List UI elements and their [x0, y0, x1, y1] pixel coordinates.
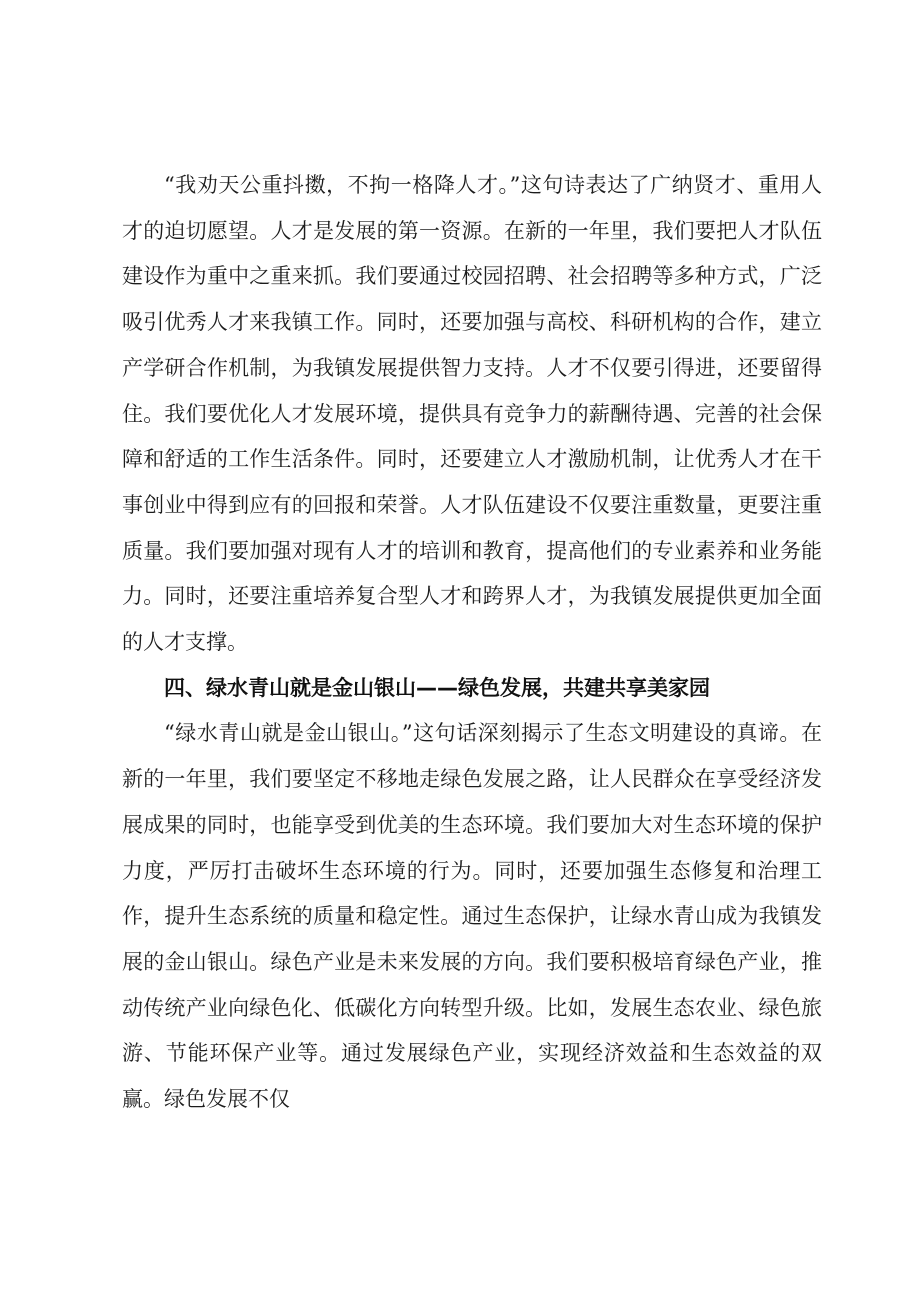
- paragraph-talent: “我劝天公重抖擞，不拘一格降人才。”这句诗表达了广纳贤才、重用人才的迫切愿望。人才是发展的第一资源。在新的一年里，我们要把人才队伍建设作为重中之重来抓。我们要通过校园招聘、社会招聘等多种方式，广泛吸引优秀人才来我镇工作。同时，还要加强与高校、科研机构的合作，建立产学研合作机制，为我镇发展提供智力支持。人才不仅要引得进，还要留得住。我们要优化人才发展环境，提供具有竞争力的薪酬待遇、完善的社会保障和舒适的工作生活条件。同时，还要建立人才激励机制，让优秀人才在干事创业中得到应有的回报和荣誉。人才队伍建设不仅要注重数量，更要注重质量。我们要加强对现有人才的培训和教育，提高他们的专业素养和业务能力。同时，还要注重培养复合型人才和跨界人才，为我镇发展提供更加全面的人才支撑。: [122, 173, 822, 655]
- section-heading-green-development: 四、绿水青山就是金山银山——绿色发展，共建共享美家园: [164, 675, 710, 700]
- paragraph-green-development: “绿水青山就是金山银山。”这句话深刻揭示了生态文明建设的真谛。在新的一年里，我们要坚定不移地走绿色发展之路，让人民群众在享受经济发展成果的同时，也能享受到优美的生态环境。我们要加大对生态环境的保护力度，严厉打击破坏生态环境的行为。同时，还要加强生态修复和治理工作，提升生态系统的质量和稳定性。通过生态保护，让绿水青山成为我镇发展的金山银山。绿色产业是未来发展的方向。我们要积极培育绿色产业，推动传统产业向绿色化、低碳化方向转型升级。比如，发展生态农业、绿色旅游、节能环保产业等。通过发展绿色产业，实现经济效益和生态效益的双赢。绿色发展不仅: [122, 721, 822, 1112]
- document-body: [122, 163, 822, 1123]
